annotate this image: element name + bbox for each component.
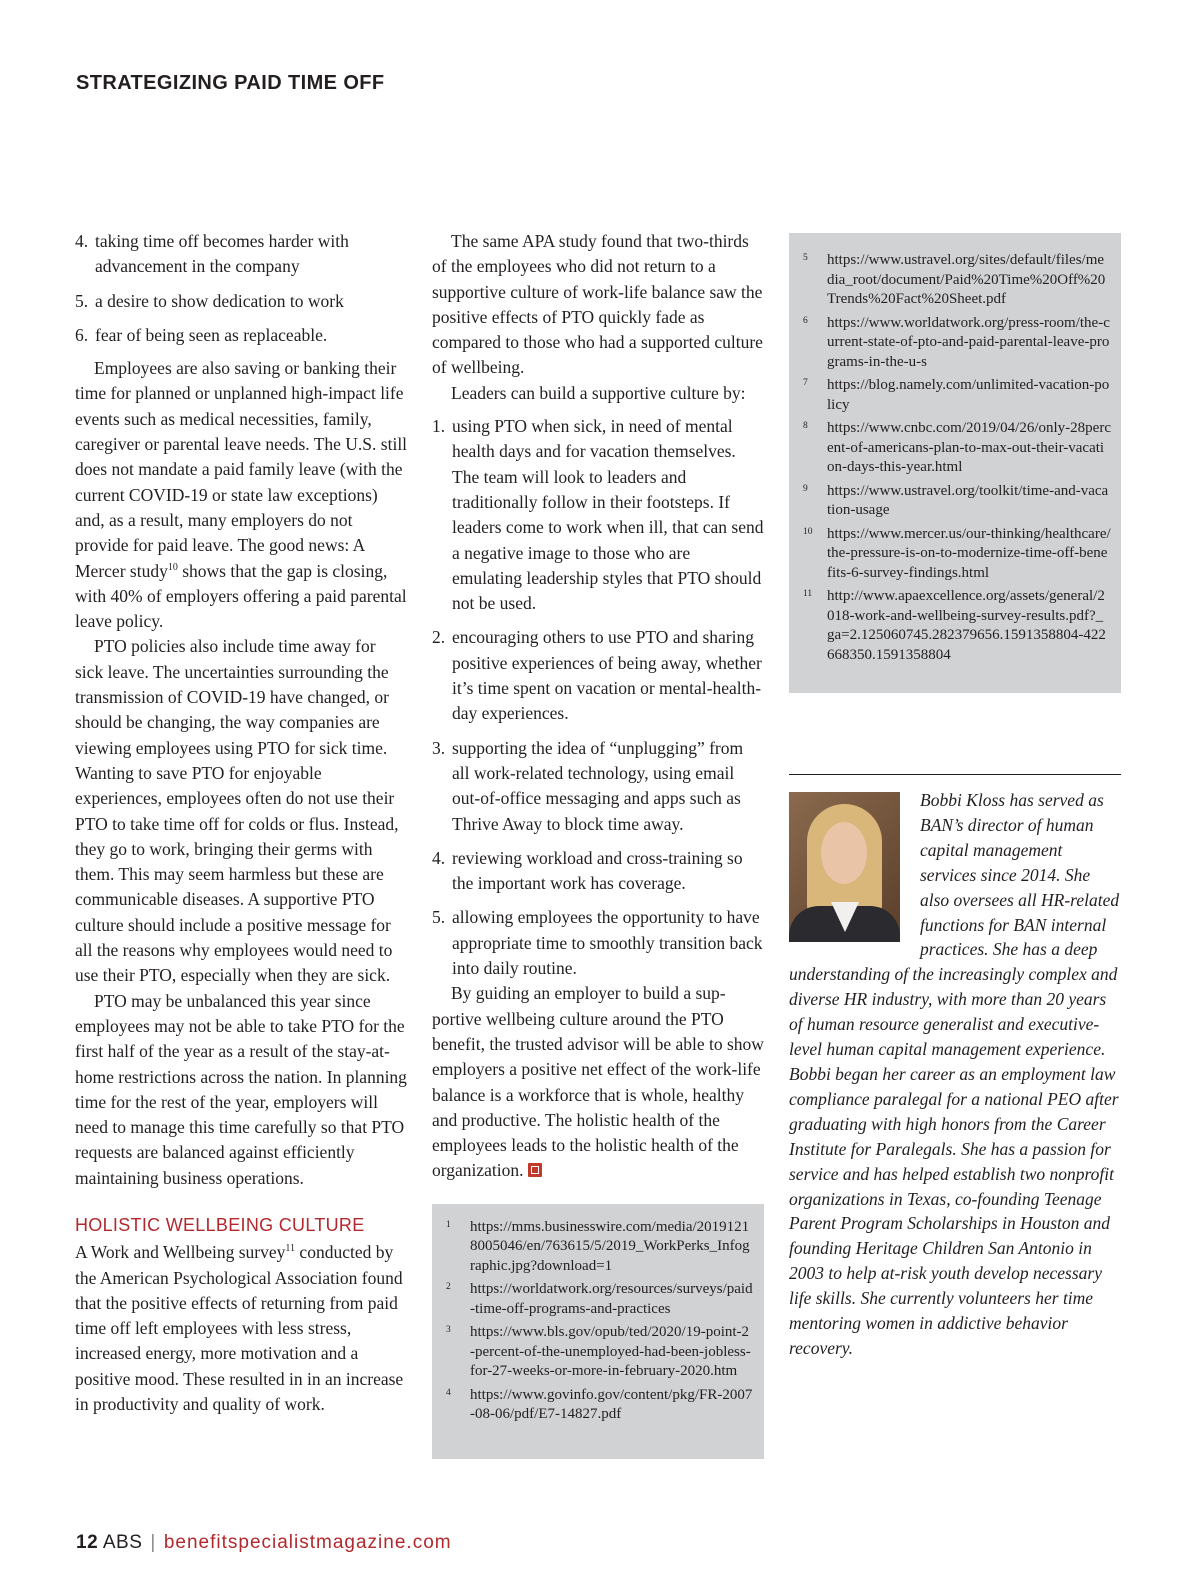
footnote: 6 https://www.worldatwork.org/press-room/the-current-state-of-pto-and-paid-parental-leave-programs-in-the-u-s: [799, 314, 1111, 373]
author-photo: [789, 792, 900, 942]
footnote-link[interactable]: http://www.apaexcellence.org/assets/general/2018-work-and-wellbeing-survey-results.pdf?_ ga=2.125060745.282379656.1591358804-422668350.1591358804: [827, 588, 1106, 663]
paragraph: A Work and Wellbeing survey$^{11}$ conducted by the American Psychological Association found that the positive effects of returning from paid time off left employees with less stress, increased energy, more motivation and a positive mood. These resulted in in an increase in productivity and quality of work.: [75, 1242, 404, 1415]
footnote-link[interactable]: https://worldatwork.org/resources/surveys/paid-time-off-programs-and-practices: [470, 1281, 753, 1317]
paragraph: The same APA study found that two-thirds of the employees who did not return to a supportive culture of work-life balance saw the positive effects of PTO quickly fade as compared to those who had a supported culture of wellbeing.: [432, 231, 763, 378]
sidebar-column: [789, 233, 1121, 1361]
footnote: 4 https://www.govinfo.gov/content/pkg/FR-2007-08-06/pdf/E7-14827.pdf: [442, 1386, 754, 1425]
footnote-ref: 10: [167, 561, 178, 573]
footnote: 11 http://www.apaexcellence.org/assets/general/2018-work-and-wellbeing-survey-results.pdf?_ ga=2.125060745.282379656.1591358804-422668350.1591358804: [799, 587, 1111, 665]
footer-separator: |: [150, 1532, 156, 1553]
footnotes-box: [789, 233, 1121, 693]
magazine-abbrev: ABS: [102, 1532, 143, 1553]
end-of-article-icon: [528, 1163, 542, 1177]
list-item: 3. supporting the idea of “unplugging” from all work-related technology, using email out-of-office messaging and apps such as Thrive Away to block time away.: [432, 737, 744, 834]
footnote-link[interactable]: https://www.mercer.us/our-thinking/healthcare/the-pressure-is-on-to-modernize-time-off-benefits-6-survey-findings.html: [827, 525, 1111, 581]
page-footer: [76, 1532, 452, 1554]
footnote-link[interactable]: https://www.cnbc.com/2019/04/26/only-28percent-of-americans-plan-to-max-out-their-vacation-days-this-year.html: [827, 420, 1111, 475]
page-number: 12: [76, 1532, 99, 1553]
footnote-link[interactable]: https://www.govinfo.gov/content/pkg/FR-2007-08-06/pdf/E7-14827.pdf: [470, 1386, 753, 1423]
list-item: 4. reviewing workload and cross-training so the important work has coverage.: [432, 847, 743, 894]
article-column-1: [75, 229, 408, 1417]
leader-actions-list: [432, 414, 764, 981]
list-item: 4. taking time off becomes harder with advancement in the company: [75, 231, 349, 277]
paragraph: Leaders can build a supportive culture by:: [451, 382, 746, 403]
footnote: 2 https://worldatwork.org/resources/surveys/paid-time-off-programs-and-practices: [442, 1280, 754, 1319]
footnote: 3 https://www.bls.gov/opub/ted/2020/19-point-2-percent-of-the-unemployed-had-been-jobless-for-27-weeks-or-more-in-february-2020.htm: [442, 1323, 754, 1382]
paragraph: By guiding an employer to build a supportive wellbeing culture around the PTO benefit, the trusted advisor will be able to show employers a positive net effect of the work-life balance is a workforce that is whole, healthy and productive. The holistic health of the employees leads to the holistic health of the organization.: [432, 983, 764, 1181]
footnote: 1 https://mms.businesswire.com/media/20191218005046/en/763615/5/2019_WorkPerks_Infographic.jpg?download=1: [442, 1218, 754, 1277]
footnote-link[interactable]: https://blog.namely.com/unlimited-vacation-policy: [827, 377, 1110, 413]
list-item: 2. encouraging others to use PTO and sharing positive experiences of being away, whether it’s time spent on vacation or mental-health-day experiences.: [432, 627, 762, 724]
footnote: 5 https://www.ustravel.org/sites/default/files/media_root/document/Paid%20Time%20Off%20Trends%20Fact%20Sheet.pdf: [799, 251, 1111, 310]
reasons-list-continued: [75, 229, 408, 348]
article-column-2: [432, 229, 764, 1459]
footnote: 8 https://www.cnbc.com/2019/04/26/only-28percent-of-americans-plan-to-max-out-their-vacation-days-this-year.html: [799, 419, 1111, 478]
footnote-link[interactable]: https://www.bls.gov/opub/ted/2020/19-point-2-percent-of-the-unemployed-had-been-jobless-for-27-weeks-or-more-in-february-2020.htm: [470, 1324, 751, 1380]
footnotes-box: [432, 1204, 764, 1459]
divider: [789, 774, 1121, 775]
footnote-link[interactable]: https://www.worldatwork.org/press-room/the-current-state-of-pto-and-paid-parental-leave-programs-in-the-u-s: [827, 314, 1110, 370]
paragraph: PTO policies also include time away for sick leave. The uncertainties surrounding the transmission of COVID-19 have changed, or should be changing, the way companies are viewing employees using PTO for sick time. Wanting to save PTO for enjoyable experiences, employees often do not use their PTO to take time off for colds or flus. Instead, they go to work, bringing their germs with them. This may seem harmless but these are communicable diseases. A supportive PTO culture should include a positive message for all the reasons why employees would need to use their PTO, especially when they are sick.: [75, 636, 399, 986]
author-bio-text: Bobbi Kloss has served as BAN’s director of human capital management services since 2014. She also oversees all HR-related functions for BAN internal practices. She has a deep understanding of the increasingly complex and diverse HR industry, with more than 20 years of human resource generalist and executive-level human capital management experience. Bobbi began her career as an employment law compliance paralegal for a national PEO after graduating with high honors from the Career Institute for Paralegals. She has a passion for service and has helped establish two nonprofit organizations in Texas, co-founding Teenage Parent Program Scholarships in Houston and founding Heritage Children San Antonio in 2003 to help at-risk youth develop necessary life skills. She currently volunteers her time mentoring women in addictive behavior recovery.: [789, 790, 1120, 1358]
footnote-link[interactable]: https://www.ustravel.org/sites/default/files/media_root/document/Paid%20Time%20Off%20Trends%20Fact%20Sheet.pdf: [827, 252, 1106, 307]
footnote: 10 https://www.mercer.us/our-thinking/healthcare/the-pressure-is-on-to-modernize-time-off-benefits-6-survey-findings.html: [799, 525, 1111, 584]
section-title: STRATEGIZING PAID TIME OFF: [76, 72, 385, 94]
subheading: HOLISTIC WELLBEING CULTURE: [75, 1214, 365, 1235]
paragraph: PTO may be unbalanced this year since employees may not be able to take PTO for the first half of the year as a result of the stay-at-home restrictions across the nation. In planning time for the rest of the year, employers will need to manage this time carefully so that PTO requests are balanced against efficiently maintaining business operations.: [75, 990, 407, 1188]
footnote-link[interactable]: https://mms.businesswire.com/media/20191218005046/en/763615/5/2019_WorkPerks_Infographic.jpg?download=1: [470, 1218, 750, 1274]
footnote: 9 https://www.ustravel.org/toolkit/time-and-vacation-usage: [799, 482, 1111, 521]
list-item: 5. a desire to show dedication to work: [75, 290, 344, 311]
list-item: 1. using PTO when sick, in need of mental health days and for vacation themselves. The team will look to leaders and traditionally follow in their footsteps. If leaders come to work when ill, that can send a negative image to those who are emulating leadership styles that PTO should not be used.: [432, 416, 764, 614]
footnote: 7 https://blog.namely.com/unlimited-vacation-policy: [799, 376, 1111, 415]
paragraph: Employees are also saving or banking their time for planned or unplanned high-impact life events such as medical necessities, family, caregiver or parental leave needs. The U.S. still does not mandate a paid family leave (with the current COVID-19 or state law exceptions) and, as a result, many employers do not provide for paid leave. The good news: A Mercer study$^{10}$ shows that the gap is closing, with 40% of employers offering a paid parental leave policy.: [75, 358, 408, 632]
footnote-link[interactable]: https://www.ustravel.org/toolkit/time-and-vacation-usage: [827, 482, 1109, 518]
list-item: 6. fear of being seen as replaceable.: [75, 324, 328, 345]
list-item: 5. allowing employees the opportunity to have appropriate time to smoothly transition back into daily routine.: [432, 907, 763, 979]
website-link[interactable]: benefitspecialistmagazine.com: [163, 1532, 452, 1553]
author-bio: [789, 788, 1121, 1361]
footnote-ref: 11: [285, 1243, 296, 1255]
